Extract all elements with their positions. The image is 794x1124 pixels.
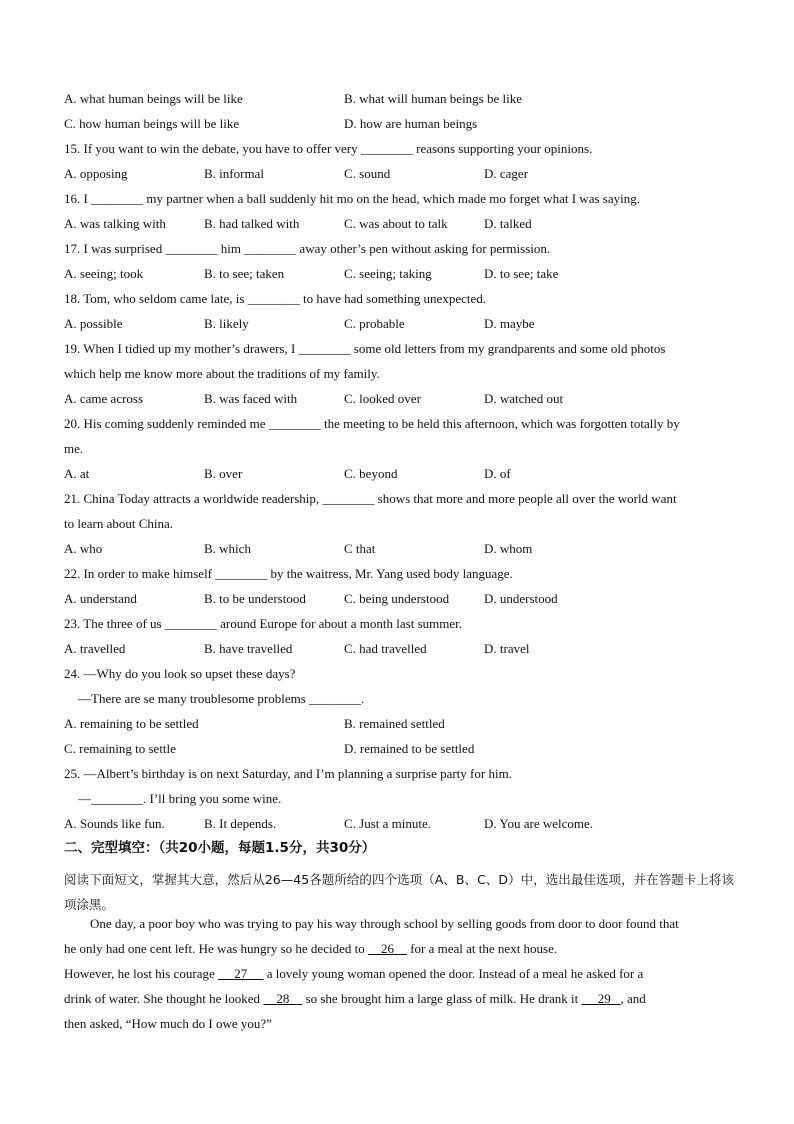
q24-option-d: D. remained to be settled [344, 741, 475, 756]
section-2-instructions: 阅读下面短文，掌握其大意，然后从26—45各题所给的四个选项（A、B、C、D）中，选出最佳选项，并在答题卡上将该项涂黑。 [64, 872, 734, 912]
passage-line-1: One day, a poor boy who was trying to pay his way through school by selling goods from door to door found that [90, 916, 679, 931]
q25-option-b: B. It depends. [204, 816, 277, 831]
q16-option-a: A. was talking with [64, 216, 166, 231]
q19-option-d: D. watched out [484, 391, 564, 406]
q15-option-c: C. sound [344, 166, 391, 181]
q25-option-a: A. Sounds like fun. [64, 816, 165, 831]
q24-option-a: A. remaining to be settled [64, 716, 199, 731]
q20-stem-line-2: me. [64, 441, 84, 456]
passage-text: However, he lost his courage [64, 966, 218, 981]
passage-text: he only had one cent left. He was hungry so he decided to [64, 941, 368, 956]
q25-line-1: 25. —Albert’s birthday is on next Saturday, and I’m planning a surprise party for him. [64, 766, 512, 781]
q15-stem: 15. If you want to win the debate, you have to offer very ________ reasons supporting your opinions. [64, 141, 593, 156]
q21-option-b: B. which [204, 541, 251, 556]
passage-text: so she brought him a large glass of milk. He drank it [302, 991, 582, 1006]
q21-options [64, 542, 734, 567]
q18-option-a: A. possible [64, 316, 123, 331]
q20-stem-line-1: 20. His coming suddenly reminded me ________ the meeting to be held this afternoon, which was forgotten totally by [64, 416, 680, 431]
passage-line-5: then asked, “How much do I owe you?” [64, 1016, 272, 1031]
q21-option-a: A. who [64, 541, 103, 556]
q14-option-b: B. what will human beings be like [344, 91, 523, 106]
q17-stem: 17. I was surprised ________ him ________ away other’s pen without asking for permission. [64, 241, 551, 256]
q25-option-c: C. Just a minute. [344, 816, 432, 831]
blank-29: 29 [597, 991, 611, 1006]
q16-stem: 16. I ________ my partner when a ball suddenly hit mo on the head, which made mo forget what I was saying. [64, 191, 640, 206]
q21-option-c: C that [344, 541, 376, 556]
q18-option-c: C. probable [344, 316, 405, 331]
q23-option-c: C. had travelled [344, 641, 427, 656]
q25-line-2: —________. I’ll bring you some wine. [78, 791, 282, 806]
q21-option-d: D. whom [484, 541, 533, 556]
blank-28: 28 [276, 991, 290, 1006]
exam-page [64, 92, 734, 1042]
q16-option-b: B. had talked with [204, 216, 300, 231]
q18-option-b: B. likely [204, 316, 249, 331]
q14-options-row-1 [64, 92, 734, 117]
q20-options [64, 467, 734, 492]
q17-option-a: A. seeing; took [64, 266, 144, 281]
q22-option-b: B. to be understood [204, 591, 306, 606]
blank-27: 27 [234, 966, 248, 981]
passage-text: drink of water. She thought he looked [64, 991, 264, 1006]
q19-stem-line-2: which help me know more about the traditions of my family. [64, 366, 380, 381]
q23-option-a: A. travelled [64, 641, 126, 656]
q14-option-c: C. how human beings will be like [64, 116, 240, 131]
q22-option-d: D. understood [484, 591, 558, 606]
q18-stem: 18. Tom, who seldom came late, is ________ to have had something unexpected. [64, 291, 486, 306]
q23-stem: 23. The three of us ________ around Europe for about a month last summer. [64, 616, 462, 631]
q25-options [64, 817, 734, 842]
q17-option-b: B. to see; taken [204, 266, 285, 281]
q25-option-d: D. You are welcome. [484, 816, 594, 831]
q18-option-d: D. maybe [484, 316, 535, 331]
q24-line-1: 24. —Why do you look so upset these days? [64, 666, 296, 681]
q17-options [64, 267, 734, 292]
q18-options [64, 317, 734, 342]
passage-text: a lovely young woman opened the door. Instead of a meal he asked for a [263, 966, 644, 981]
q20-option-a: A. at [64, 466, 90, 481]
q24-option-c: C. remaining to settle [64, 741, 176, 756]
q24-option-b: B. remained settled [344, 716, 445, 731]
passage-line-3 [64, 967, 734, 992]
q19-stem-line-1: 19. When I tidied up my mother’s drawers, I ________ some old letters from my grandparents and some old photos [64, 341, 666, 356]
q23-options [64, 642, 734, 667]
q14-option-a: A. what human beings will be like [64, 91, 243, 106]
q19-options [64, 392, 734, 417]
q14-options-row-2 [64, 117, 734, 142]
q20-option-d: D. of [484, 466, 511, 481]
passage-line-2 [64, 942, 734, 967]
q22-option-a: A. understand [64, 591, 137, 606]
q16-options [64, 217, 734, 242]
passage-text: , and [620, 991, 646, 1006]
q17-option-d: D. to see; take [484, 266, 559, 281]
q24-line-2: —There are se many troublesome problems ________. [78, 691, 365, 706]
q21-stem-line-2: to learn about China. [64, 516, 174, 531]
q23-option-d: D. travel [484, 641, 530, 656]
q15-option-d: D. cager [484, 166, 529, 181]
passage-text: for a meal at the next house. [406, 941, 558, 956]
q24-options-row-2 [64, 742, 734, 767]
q22-options [64, 592, 734, 617]
blank-26: 26 [380, 941, 394, 956]
q14-option-d: D. how are human beings [344, 116, 478, 131]
q15-option-a: A. opposing [64, 166, 128, 181]
q19-option-b: B. was faced with [204, 391, 298, 406]
q19-option-c: C. looked over [344, 391, 421, 406]
q22-option-c: C. being understood [344, 591, 450, 606]
q22-stem: 22. In order to make himself ________ by the waitress, Mr. Yang used body language. [64, 566, 513, 581]
q16-option-c: C. was about to talk [344, 216, 448, 231]
q15-option-b: B. informal [204, 166, 264, 181]
q23-option-b: B. have travelled [204, 641, 293, 656]
q19-option-a: A. came across [64, 391, 144, 406]
passage-line-4 [64, 992, 734, 1017]
q17-option-c: C. seeing; taking [344, 266, 432, 281]
q21-stem-line-1: 21. China Today attracts a worldwide readership, ________ shows that more and more people all over the world want [64, 491, 677, 506]
q24-options-row-1 [64, 717, 734, 742]
q20-option-c: C. beyond [344, 466, 398, 481]
q20-option-b: B. over [204, 466, 243, 481]
q15-options [64, 167, 734, 192]
section-2-title: 二、完型填空：（共20小题，每题1.5分，共30分） [64, 840, 376, 856]
q16-option-d: D. talked [484, 216, 532, 231]
